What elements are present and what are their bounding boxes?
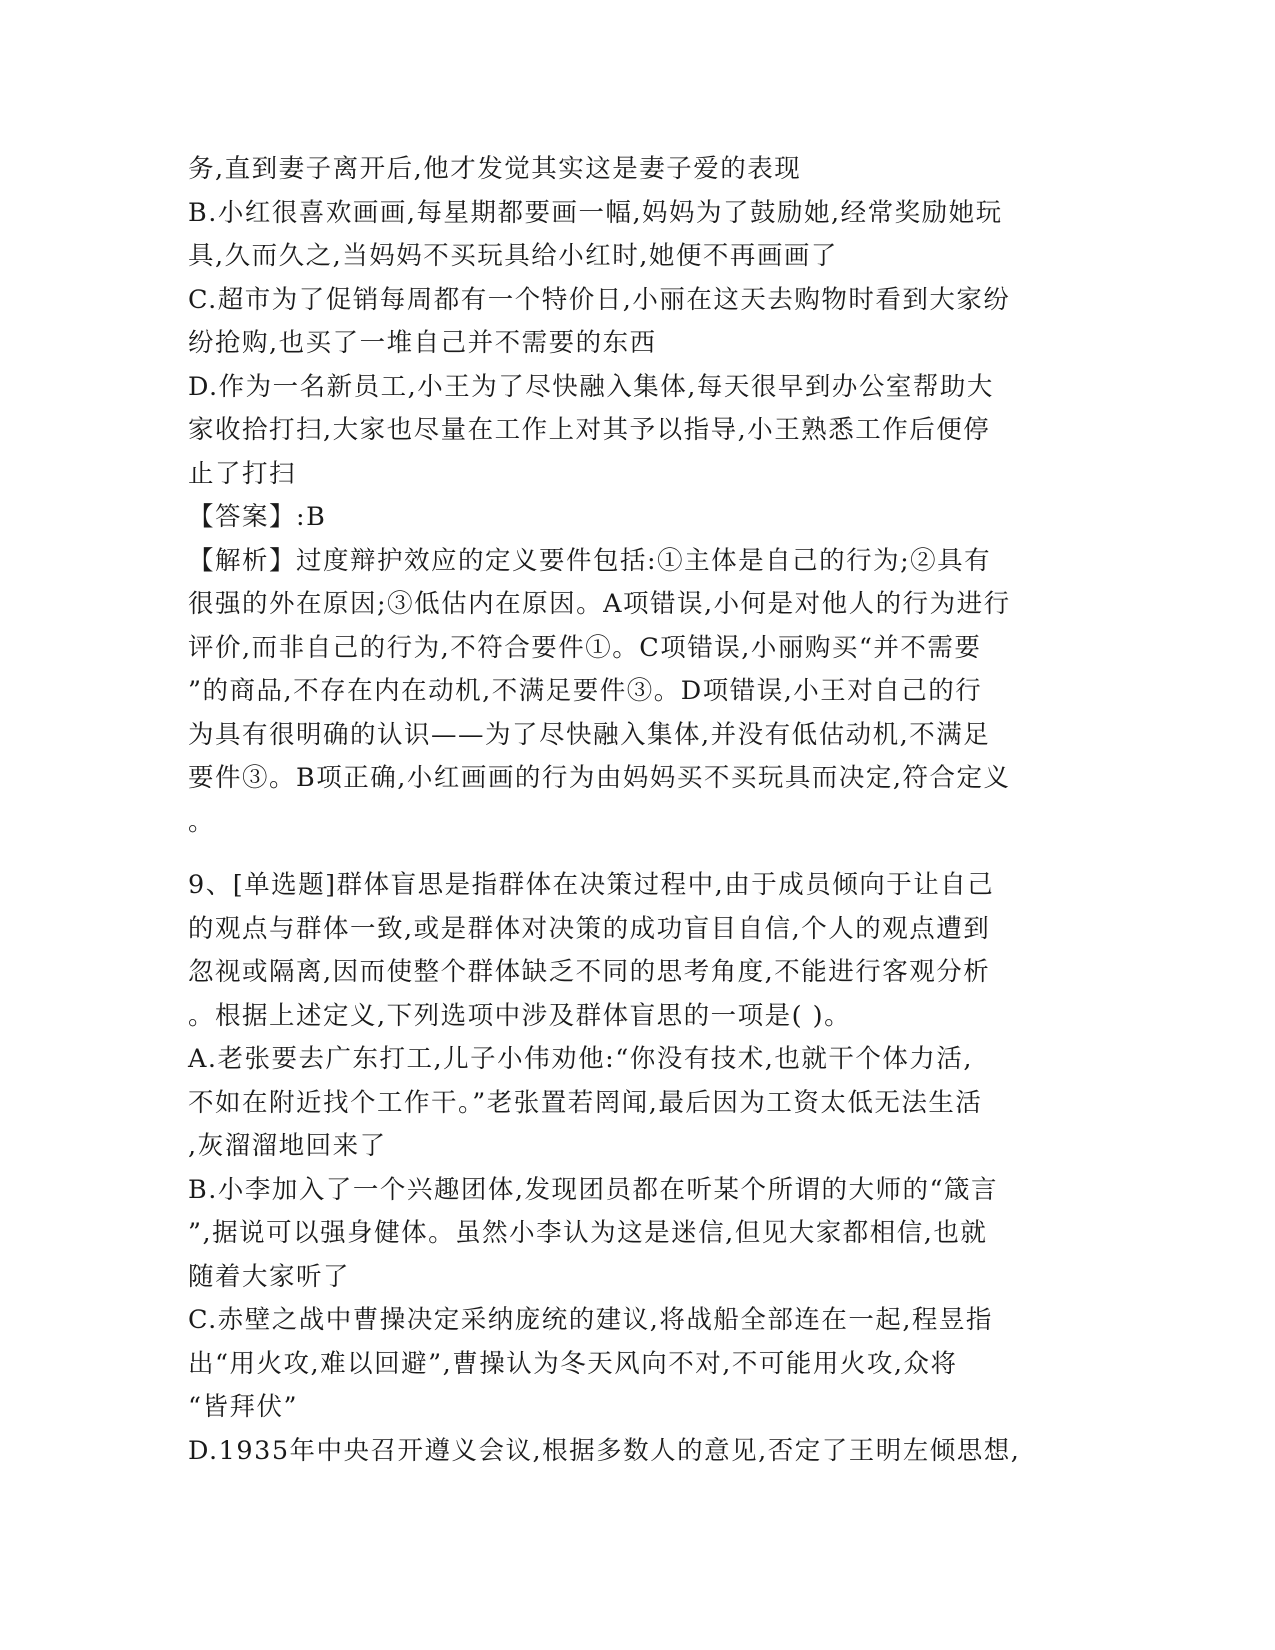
q9-option-a-line-1: A.老张要去广东打工,儿子小伟劝他:“你没有技术,也就干个体力活, — [188, 1044, 973, 1074]
q8-option-a-continued: 务,直到妻子离开后,他才发觉其实这是妻子爱的表现 — [188, 154, 802, 184]
q8-analysis-line-4: ”的商品,不存在内在动机,不满足要件③。D项错误,小王对自己的行 — [188, 676, 983, 706]
q9-stem-line-1: 9、[单选题]群体盲思是指群体在决策过程中,由于成员倾向于让自己 — [188, 870, 995, 900]
q9-stem-line-4: 。根据上述定义,下列选项中涉及群体盲思的一项是( )。 — [188, 1000, 852, 1031]
document-page — [188, 148, 1068, 1473]
question-separator — [188, 844, 1068, 864]
q9-option-c-line-1: C.赤壁之战中曹操决定采纳庞统的建议,将战船全部连在一起,程昱指 — [188, 1305, 993, 1335]
q9-stem-line-2: 的观点与群体一致,或是群体对决策的成功盲目自信,个人的观点遭到 — [188, 913, 991, 944]
q8-analysis-line-5: 为具有很明确的认识——为了尽快融入集体,并没有低估动机,不满足 — [188, 719, 991, 750]
q8-option-d-line-3: 止了打扫 — [188, 458, 297, 489]
q8-analysis-line-7: 。 — [188, 806, 216, 837]
q8-analysis-line-1: 【解析】过度辩护效应的定义要件包括:①主体是自己的行为;②具有 — [188, 545, 992, 576]
q8-option-d-line-2: 家收拾打扫,大家也尽量在工作上对其予以指导,小王熟悉工作后便停 — [188, 415, 991, 445]
q9-option-c-line-3: “皆拜伏” — [188, 1392, 299, 1422]
q8-option-c-line-1: C.超市为了促销每周都有一个特价日,小丽在这天去购物时看到大家纷 — [188, 284, 1011, 315]
q8-analysis-line-6: 要件③。B项正确,小红画画的行为由妈妈买不买玩具而决定,符合定义 — [188, 763, 1011, 793]
q8-option-d-line-1: D.作为一名新员工,小王为了尽快融入集体,每天很早到办公室帮助大 — [188, 371, 994, 402]
q8-analysis-line-3: 评价,而非自己的行为,不符合要件①。C项错误,小丽购买“并不需要 — [188, 632, 982, 663]
q8-option-c-line-2: 纷抢购,也买了一堆自己并不需要的东西 — [188, 328, 657, 358]
q9-option-a-line-2: 不如在附近找个工作干。”老张置若罔闻,最后因为工资太低无法生活 — [188, 1087, 983, 1118]
q8-option-b-line-2: 具,久而久之,当妈妈不买玩具给小红时,她便不再画画了 — [188, 241, 838, 271]
q9-option-b-line-2: ”,据说可以强身健体。虽然小李认为这是迷信,但见大家都相信,也就 — [188, 1218, 988, 1248]
q8-option-b-line-1: B.小红很喜欢画画,每星期都要画一幅,妈妈为了鼓励她,经常奖励她玩 — [188, 197, 1003, 228]
q9-stem-line-3: 忽视或隔离,因而使整个群体缺乏不同的思考角度,不能进行客观分析 — [188, 957, 991, 987]
q8-answer: 【答案】:B — [188, 502, 327, 532]
q9-option-b-line-3: 随着大家听了 — [188, 1261, 351, 1292]
q9-option-a-line-3: ,灰溜溜地回来了 — [188, 1131, 387, 1161]
q9-option-b-line-1: B.小李加入了一个兴趣团体,发现团员都在听某个所谓的大师的“箴言 — [188, 1174, 998, 1205]
q9-option-d-line-1: D.1935年中央召开遵义会议,根据多数人的意见,否定了王明左倾思想, — [188, 1435, 1021, 1466]
q8-analysis-line-2: 很强的外在原因;③低估内在原因。A项错误,小何是对他人的行为进行 — [188, 589, 1011, 619]
q9-option-c-line-2: 出“用火攻,难以回避”,曹操认为冬天风向不对,不可能用火攻,众将 — [188, 1348, 958, 1379]
